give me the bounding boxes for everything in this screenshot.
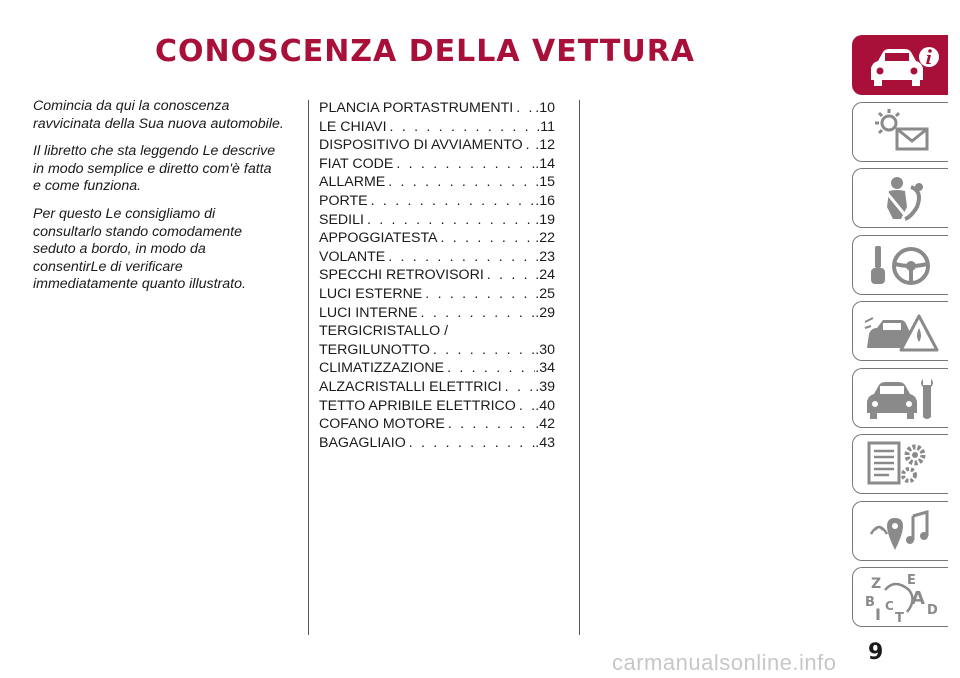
toc-leader bbox=[422, 285, 535, 304]
chapter-tab-safety[interactable] bbox=[852, 168, 948, 228]
toc-entry[interactable] bbox=[319, 173, 555, 192]
toc-entry-page: .14 bbox=[535, 155, 555, 172]
toc-entry-title: PORTE bbox=[319, 192, 368, 209]
toc-entry-page: .43 bbox=[535, 434, 555, 451]
intro-paragraph: Il libretto che sta leggendo Le descrive in modo semplice e diretto com'è fatta e come funziona. bbox=[33, 143, 276, 195]
intro-paragraph: Comincia da qui la conoscenza ravvicinata della Sua nuova automobile. bbox=[33, 98, 284, 132]
toc-entry-page: .22 bbox=[535, 230, 555, 247]
toc-entry[interactable] bbox=[319, 341, 555, 360]
toc-entry-title: APPOGGIATESTA bbox=[319, 230, 438, 247]
seatbelt-airbag-icon bbox=[861, 173, 941, 225]
key-steering-wheel-icon bbox=[861, 240, 941, 292]
toc-entry-title: PLANCIA PORTASTRUMENTI bbox=[319, 100, 514, 116]
toc-entry-page: .34 bbox=[535, 360, 555, 377]
toc-entry[interactable] bbox=[319, 378, 555, 397]
specs-gear-icon bbox=[861, 439, 941, 491]
toc-leader bbox=[523, 136, 536, 155]
chapter-tab-dashboard-lights[interactable] bbox=[852, 102, 948, 162]
toc-entry-page: .42 bbox=[535, 416, 555, 433]
toc-entry[interactable] bbox=[319, 211, 555, 230]
toc-entry-page: .30 bbox=[535, 341, 555, 358]
toc-leader bbox=[364, 211, 535, 230]
svg-text:D: D bbox=[927, 603, 938, 618]
toc-entry-page: .25 bbox=[535, 285, 555, 302]
chapter-tab-starting-driving[interactable] bbox=[852, 235, 948, 295]
toc-leader bbox=[513, 99, 535, 118]
toc-leader bbox=[385, 248, 535, 267]
toc-entry-title: ALLARME bbox=[319, 174, 386, 191]
car-wrench-icon bbox=[861, 373, 941, 425]
page-number: 9 bbox=[868, 640, 884, 665]
toc-leader bbox=[502, 378, 536, 397]
intro-paragraph: Per questo Le consigliamo di consultarlo stando comodamente seduto a bordo, in modo da consentirLe di verificare immediatamente quanto illustrato. bbox=[33, 205, 246, 293]
intro-text bbox=[33, 98, 303, 304]
toc-entry-page: .39 bbox=[535, 378, 555, 395]
toc-entry-title: LE CHIAVI bbox=[319, 118, 387, 135]
toc-entry-page: .16 bbox=[535, 192, 555, 209]
toc-entry-page: .29 bbox=[535, 304, 555, 321]
column-divider bbox=[308, 100, 309, 635]
toc-entry-title: FIAT CODE bbox=[319, 155, 394, 172]
alphabetical-index-icon bbox=[861, 572, 941, 624]
toc-entry-title: LUCI ESTERNE bbox=[319, 285, 423, 302]
svg-text:B: B bbox=[865, 595, 875, 610]
toc-leader bbox=[368, 192, 536, 211]
toc-leader bbox=[393, 155, 535, 174]
svg-text:E: E bbox=[907, 573, 916, 588]
toc-leader bbox=[438, 229, 536, 248]
toc-entry-page: .24 bbox=[535, 267, 555, 284]
toc-leader bbox=[418, 304, 536, 323]
svg-text:C: C bbox=[885, 599, 894, 613]
table-of-contents bbox=[319, 99, 555, 452]
toc-leader bbox=[385, 173, 535, 192]
toc-leader bbox=[387, 118, 537, 137]
toc-entry-title: CLIMATIZZAZIONE bbox=[319, 360, 445, 377]
car-crash-warning-icon bbox=[861, 306, 941, 358]
page-title: CONOSCENZA DELLA VETTURA bbox=[154, 34, 696, 69]
toc-entry-page: .12 bbox=[535, 137, 555, 154]
column-divider bbox=[579, 100, 580, 635]
toc-entry[interactable] bbox=[319, 304, 555, 323]
toc-leader bbox=[444, 359, 535, 378]
toc-entry-title: BAGAGLIAIO bbox=[319, 434, 406, 451]
toc-entry[interactable] bbox=[319, 229, 555, 248]
warning-lights-envelope-icon bbox=[861, 107, 941, 159]
toc-entry-page: .40 bbox=[535, 397, 555, 414]
toc-leader bbox=[406, 434, 536, 453]
toc-entry bbox=[319, 322, 555, 341]
toc-entry[interactable] bbox=[319, 248, 555, 267]
chapter-tab-technical-data[interactable] bbox=[852, 434, 948, 494]
toc-entry-page: .11 bbox=[536, 118, 555, 135]
chapter-tab-vehicle-knowledge[interactable] bbox=[852, 35, 948, 95]
svg-text:T: T bbox=[895, 611, 904, 624]
toc-entry[interactable] bbox=[319, 415, 555, 434]
chapter-tab-emergency[interactable] bbox=[852, 301, 948, 361]
toc-entry-title: SEDILI bbox=[319, 211, 364, 228]
toc-entry[interactable] bbox=[319, 266, 555, 285]
toc-entry[interactable] bbox=[319, 155, 555, 174]
chapter-tab-index[interactable] bbox=[852, 567, 948, 627]
toc-entry-page: .10 bbox=[535, 100, 555, 116]
toc-entry-title: LUCI INTERNE bbox=[319, 304, 418, 321]
chapter-tab-multimedia[interactable] bbox=[852, 501, 948, 561]
toc-entry-title: VOLANTE bbox=[319, 248, 386, 265]
toc-entry[interactable] bbox=[319, 434, 555, 453]
toc-entry[interactable] bbox=[319, 359, 555, 378]
toc-leader bbox=[516, 397, 535, 416]
svg-text:A: A bbox=[911, 588, 925, 609]
toc-entry-page: .19 bbox=[535, 211, 555, 228]
car-info-icon bbox=[861, 40, 941, 92]
toc-entry[interactable] bbox=[319, 118, 555, 137]
toc-entry-title: TERGILUNOTTO bbox=[319, 341, 430, 358]
toc-entry-title: TERGICRISTALLO / bbox=[319, 323, 449, 340]
toc-entry-page: .15 bbox=[535, 174, 555, 191]
chapter-tabs bbox=[852, 35, 950, 634]
toc-entry-title: COFANO MOTORE bbox=[319, 416, 445, 433]
toc-entry-title: TETTO APRIBILE ELETTRICO bbox=[319, 397, 516, 414]
toc-entry-page: .23 bbox=[535, 248, 555, 265]
toc-entry[interactable] bbox=[319, 285, 555, 304]
toc-leader bbox=[445, 415, 535, 434]
toc-leader bbox=[430, 341, 535, 360]
toc-entry-title: ALZACRISTALLI ELETTRICI bbox=[319, 378, 502, 395]
toc-entry[interactable] bbox=[319, 136, 555, 155]
svg-text:I: I bbox=[875, 605, 881, 624]
toc-entry[interactable] bbox=[319, 397, 555, 416]
toc-entry[interactable] bbox=[319, 192, 555, 211]
svg-text:Z: Z bbox=[871, 576, 882, 592]
chapter-tab-maintenance[interactable] bbox=[852, 368, 948, 428]
multimedia-music-icon bbox=[861, 506, 941, 558]
toc-leader bbox=[484, 266, 536, 285]
watermark: carmanualsonline.info bbox=[612, 650, 837, 675]
toc-entry[interactable] bbox=[319, 99, 555, 118]
toc-entry-title: SPECCHI RETROVISORI bbox=[319, 267, 484, 284]
toc-entry-title: DISPOSITIVO DI AVVIAMENTO bbox=[319, 137, 523, 154]
